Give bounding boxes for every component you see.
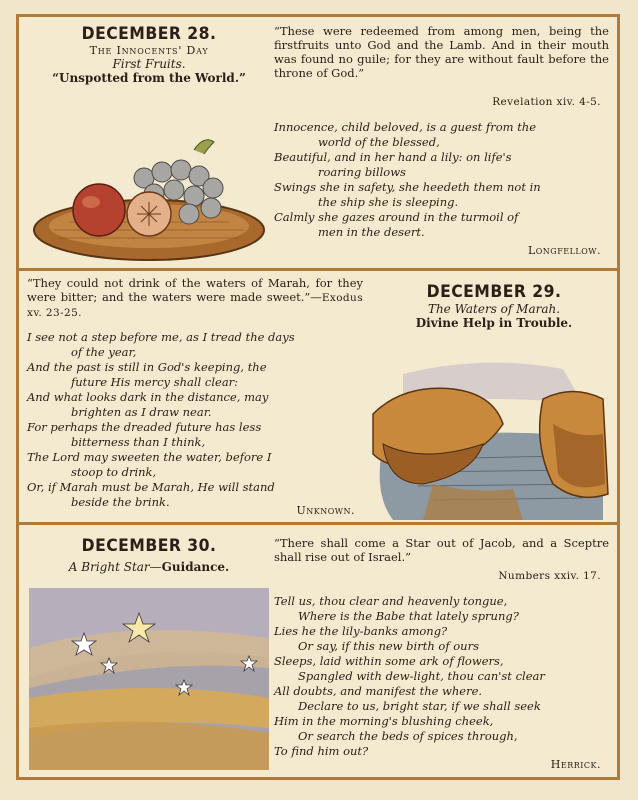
dec28-date: DECEMBER 28. [81,24,217,44]
poem-line: world of the blessed, [318,135,440,149]
poem-line: Where is the Babe that lately sprung? [298,609,519,623]
fruit-basket-illustration [29,130,269,265]
poem-line: The Lord may sweeten the water, before I [27,450,272,464]
poem-line: Tell us, thou clear and heavenly tongue, [274,594,508,608]
poem-line: For perhaps the dreaded future has less [27,420,262,434]
dec29-motto: Divine Help in Trouble. [415,316,573,330]
poem-line: roaring billows [318,165,406,179]
poem-line: future His mercy shall clear: [71,375,239,389]
dec28-theme: First Fruits. [112,57,186,71]
poem-line: bitterness than I think, [71,435,206,449]
dec29-theme: The Waters of Marah. [427,302,561,316]
dec29-quote: “They could not drink of the waters of Marah, for they were bitter; and the waters were made sweet.”— [27,276,363,304]
poem-line: Innocence, child beloved, is a guest from the [274,120,537,134]
dec30-motto: Guidance. [161,560,230,574]
poem-line: beside the brink. [71,495,170,509]
dec30-author: Herrick. [550,758,601,771]
poem-line: men in the desert. [318,225,425,239]
poem-line: Sleeps, laid within some ark of flowers, [274,654,504,668]
poem-line: Swings she in safety, she heedeth them not in [274,180,541,194]
dec29-quote-block [27,276,363,320]
dec29-author: Unknown. [296,504,355,517]
poem-line: And what looks dark in the distance, may [27,390,269,404]
dec30-theme: A Bright Star— [68,560,162,574]
poem-line: Or, if Marah must be Marah, He will stand [27,480,275,494]
poem-line: Him in the morning's blushing cheek, [274,714,494,728]
poem-line: Declare to us, bright star, if we shall seek [298,699,541,713]
section-december-30 [19,526,617,778]
section-divider-1 [16,268,620,271]
dec29-reference: Exodus xv. 23-25. [27,292,363,319]
poem-line: All doubts, and manifest the where. [274,684,483,698]
dec28-author: Longfellow. [527,244,601,257]
poem-line: Calmly she gazes around in the turmoil of [274,210,519,224]
dec30-theme-line [29,556,269,575]
dec30-reference: Numbers xxiv. 17. [498,570,601,582]
poem-line: And the past is still in God's keeping, the [27,360,267,374]
poem-line: Beautiful, and in her hand a lily: on life's [274,150,512,164]
dec28-motto: “Unspotted from the World.” [52,71,246,85]
dec29-heading [379,282,609,330]
poem-line: stoop to drink, [71,465,157,479]
dec29-poem [27,330,363,510]
dec30-heading [29,536,269,575]
poem-line: Lies he the lily-banks among? [274,624,448,638]
dec30-poem [274,594,609,759]
dec29-date: DECEMBER 29. [426,282,562,302]
dec30-date: DECEMBER 30. [81,536,217,556]
dec28-subtitle: The Innocents' Day [89,44,209,57]
section-december-28 [19,20,617,268]
section-december-29 [19,272,617,522]
poem-line: I see not a step before me, as I tread the days [27,330,295,344]
dec28-reference: Revelation xiv. 4-5. [492,96,601,108]
poem-line: Or search the beds of spices through, [298,729,518,743]
poem-line: the ship she is sleeping. [318,195,459,209]
poem-line: Spangled with dew-light, thou can'st clear [298,669,545,683]
marah-waters-illustration [363,344,613,520]
dec28-quote: “These were redeemed from among men, being the firstfruits unto God and the Lamb. And in their mouth was found no guile; for they are without fault before the throne of God.” [274,24,609,80]
dec28-heading [29,24,269,85]
section-divider-2 [16,522,620,525]
poem-line: of the year, [71,345,137,359]
poem-line: To find him out? [274,744,369,758]
bright-star-sky-illustration [29,588,269,770]
poem-line: Or say, if this new birth of ours [298,639,479,653]
dec28-poem [274,120,609,240]
poem-line: brighten as I draw near. [71,405,212,419]
dec30-quote: “There shall come a Star out of Jacob, and a Sceptre shall rise out of Israel.” [274,536,609,564]
